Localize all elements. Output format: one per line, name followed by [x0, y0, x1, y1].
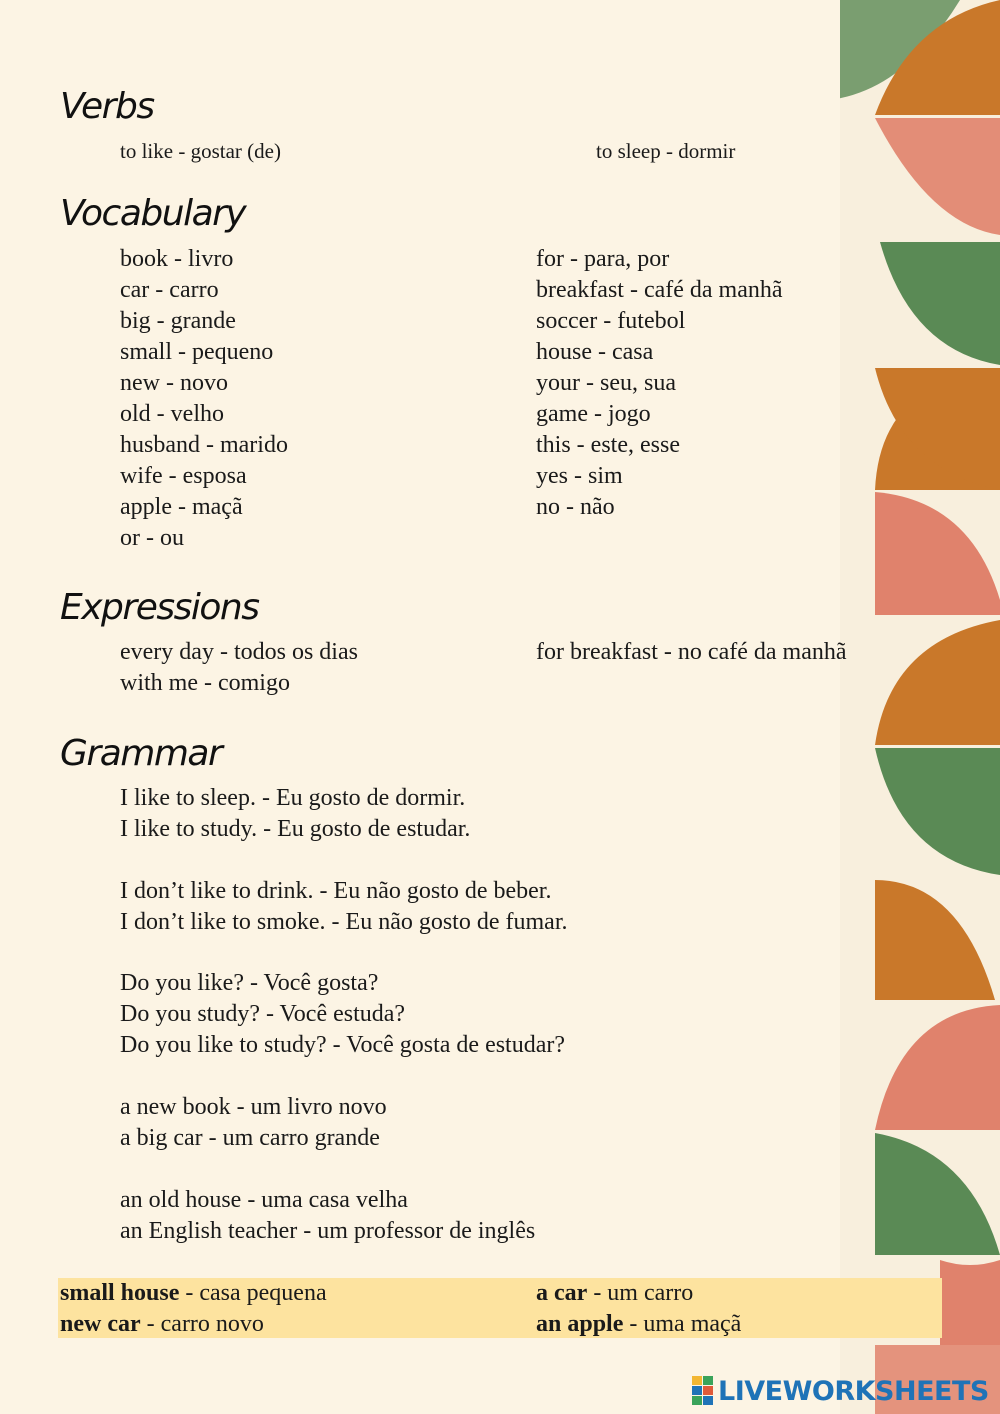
highlight-term: new car [60, 1311, 141, 1337]
vocabulary-item: or - ou [120, 525, 184, 551]
highlight-item [536, 1309, 741, 1339]
verbs-heading: Verbs [60, 86, 154, 127]
grammar-line: I don’t like to drink. - Eu não gosto de beber. [120, 878, 552, 904]
vocabulary-item: book - livro [120, 246, 234, 272]
grammar-line: I like to sleep. - Eu gosto de dormir. [120, 785, 466, 811]
liveworksheets-logo[interactable] [692, 1374, 989, 1408]
grammar-line: I don’t like to smoke. - Eu não gosto de fumar. [120, 909, 568, 935]
highlight-translation: - casa pequena [179, 1280, 327, 1306]
vocabulary-item: small - pequeno [120, 339, 274, 365]
verbs-item: to like - gostar (de) [120, 139, 281, 163]
grammar-heading: Grammar [60, 733, 222, 774]
vocabulary-item: big - grande [120, 308, 236, 334]
vocabulary-item: game - jogo [536, 401, 651, 427]
expression-item: for breakfast - no café da manhã [536, 639, 847, 665]
vocabulary-item: no - não [536, 494, 615, 520]
vocabulary-item: soccer - futebol [536, 308, 686, 334]
grammar-line: Do you like? - Você gosta? [120, 970, 379, 996]
verbs-item: to sleep - dormir [596, 139, 736, 163]
highlight-term: a car [536, 1280, 588, 1306]
highlight-term: small house [60, 1280, 180, 1306]
vocabulary-heading: Vocabulary [60, 193, 246, 234]
highlight-translation: - carro novo [140, 1311, 264, 1337]
highlight-item [536, 1278, 693, 1308]
decorative-pattern [840, 0, 1000, 1414]
vocabulary-item: wife - esposa [120, 463, 247, 489]
vocabulary-item: new - novo [120, 370, 228, 396]
grammar-line: I like to study. - Eu gosto de estudar. [120, 816, 471, 842]
vocabulary-item: this - este, esse [536, 432, 680, 458]
liveworksheets-logo-icon [692, 1376, 714, 1406]
grammar-line: a big car - um carro grande [120, 1125, 380, 1151]
vocabulary-item: husband - marido [120, 432, 288, 458]
expressions-heading: Expressions [60, 587, 259, 628]
vocabulary-item: old - velho [120, 401, 224, 427]
vocabulary-item: your - seu, sua [536, 370, 676, 396]
vocabulary-item: house - casa [536, 339, 654, 365]
vocabulary-item: breakfast - café da manhã [536, 277, 783, 303]
vocabulary-item: for - para, por [536, 246, 670, 272]
expression-item: every day - todos os dias [120, 639, 358, 665]
vocabulary-item: car - carro [120, 277, 219, 303]
grammar-line: Do you like to study? - Você gosta de estudar? [120, 1032, 566, 1058]
highlight-item [60, 1278, 327, 1308]
grammar-line: Do you study? - Você estuda? [120, 1001, 406, 1027]
expression-item: with me - comigo [120, 670, 290, 696]
grammar-line: a new book - um livro novo [120, 1094, 387, 1120]
logo-text: LIVEWORKSHEETS [718, 1375, 989, 1407]
highlight-term: an apple [536, 1311, 624, 1337]
vocabulary-item: apple - maçã [120, 494, 243, 520]
grammar-line: an old house - uma casa velha [120, 1187, 408, 1213]
vocabulary-item: yes - sim [536, 463, 623, 489]
highlight-item [60, 1309, 264, 1339]
highlight-translation: - uma maçã [623, 1311, 742, 1337]
grammar-line: an English teacher - um professor de inglês [120, 1218, 536, 1244]
highlight-translation: - um carro [587, 1280, 694, 1306]
